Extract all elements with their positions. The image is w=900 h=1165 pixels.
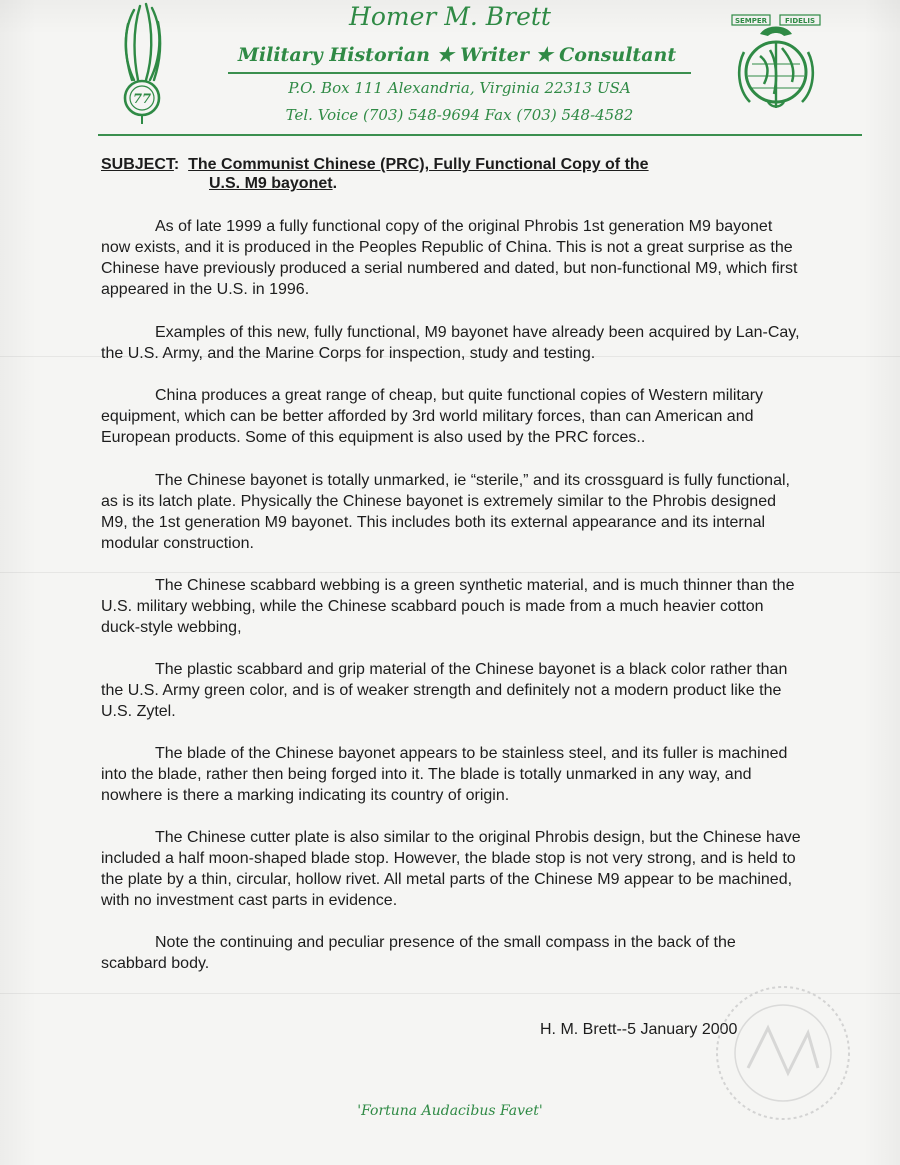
- airborne-wings-emblem-icon: [112, 2, 174, 126]
- ribbon-semper: SEMPER: [734, 17, 768, 25]
- subject-line: SUBJECT: The Communist Chinese (PRC), Fully Functional Copy of the U.S. M9 bayonet.: [101, 156, 649, 192]
- paragraph: The plastic scabbard and grip material of the Chinese bayonet is a black color rather than the U.S. Army green color, and is of weaker strength and definitely not a modern product like the U.S. Zytel.: [101, 661, 788, 720]
- header-divider: [98, 134, 862, 136]
- subject-label: SUBJECT: [101, 156, 174, 173]
- motto: 'Fortuna Audacibus Favet': [357, 1103, 543, 1119]
- signature-line: H. M. Brett--5 January 2000: [540, 1021, 738, 1038]
- letter-body: [101, 216, 801, 995]
- letterhead-divider: [228, 72, 691, 74]
- ribbon-fidelis: FIDELIS: [784, 17, 816, 25]
- embossed-seal-icon: [698, 978, 868, 1128]
- subject-text-line1: The Communist Chinese (PRC), Fully Functional Copy of the: [188, 156, 649, 173]
- paragraph: Examples of this new, fully functional, M9 bayonet have already been acquired by Lan-Cay, the U.S. Army, and the Marine Corps for inspection, study and testing.: [101, 324, 800, 362]
- letterhead-name: Homer M. Brett: [349, 2, 551, 31]
- paragraph: The Chinese bayonet is totally unmarked, ie “sterile,” and its crossguard is fully functional, as is its latch plate. Physically the Chinese bayonet is extremely similar to the Phrobis designed M9, the 1st generation M9 bayonet. This includes both its external appearance and its internal modular construction.: [101, 472, 790, 552]
- paragraph: The Chinese scabbard webbing is a green synthetic material, and is much thinner than the U.S. military webbing, while the Chinese scabbard pouch is made from a much heavier cotton duck-style webbing,: [101, 577, 795, 636]
- eagle-globe-anchor-icon: [730, 12, 822, 112]
- paragraph: China produces a great range of cheap, but quite functional copies of Western military equipment, which can be better afforded by 3rd world military forces, than can American and European products. Some of this equipment is also used by the PRC forces..: [101, 387, 764, 446]
- subject-text-line2: U.S. M9 bayonet: [209, 175, 333, 192]
- paragraph: The blade of the Chinese bayonet appears to be stainless steel, and its fuller is machined into the blade, rather then being forged into it. The blade is totally unmarked in any way, and nowhere is there a marking indicating its country of origin.: [101, 745, 788, 804]
- paragraph: The Chinese cutter plate is also similar to the original Phrobis design, but the Chinese have included a half moon-shaped blade stop. However, the blade stop is not very strong, and is held to the plate by a thin, circular, hollow rivet. All metal parts of the Chinese M9 appear to be machined, with no investment cast parts in evidence.: [101, 829, 801, 909]
- paragraph: Note the continuing and peculiar presence of the small compass in the back of the scabbard body.: [101, 934, 736, 972]
- paragraph: As of late 1999 a fully functional copy of the original Phrobis 1st generation M9 bayonet now exists, and it is produced in the Peoples Republic of China. This is not a great surprise as the Chinese have previously produced a serial numbered and dated, but non-functional M9, which first appeared in the U.S. in 1996.: [101, 218, 798, 298]
- emblem-number: 77: [132, 92, 152, 107]
- letterhead-address: P.O. Box 111 Alexandria, Virginia 22313 USA: [288, 79, 631, 97]
- letterhead-title: Military Historian ★ Writer ★ Consultant: [237, 44, 677, 66]
- letterhead-telephone: Tel. Voice (703) 548-9694 Fax (703) 548-4582: [285, 106, 634, 124]
